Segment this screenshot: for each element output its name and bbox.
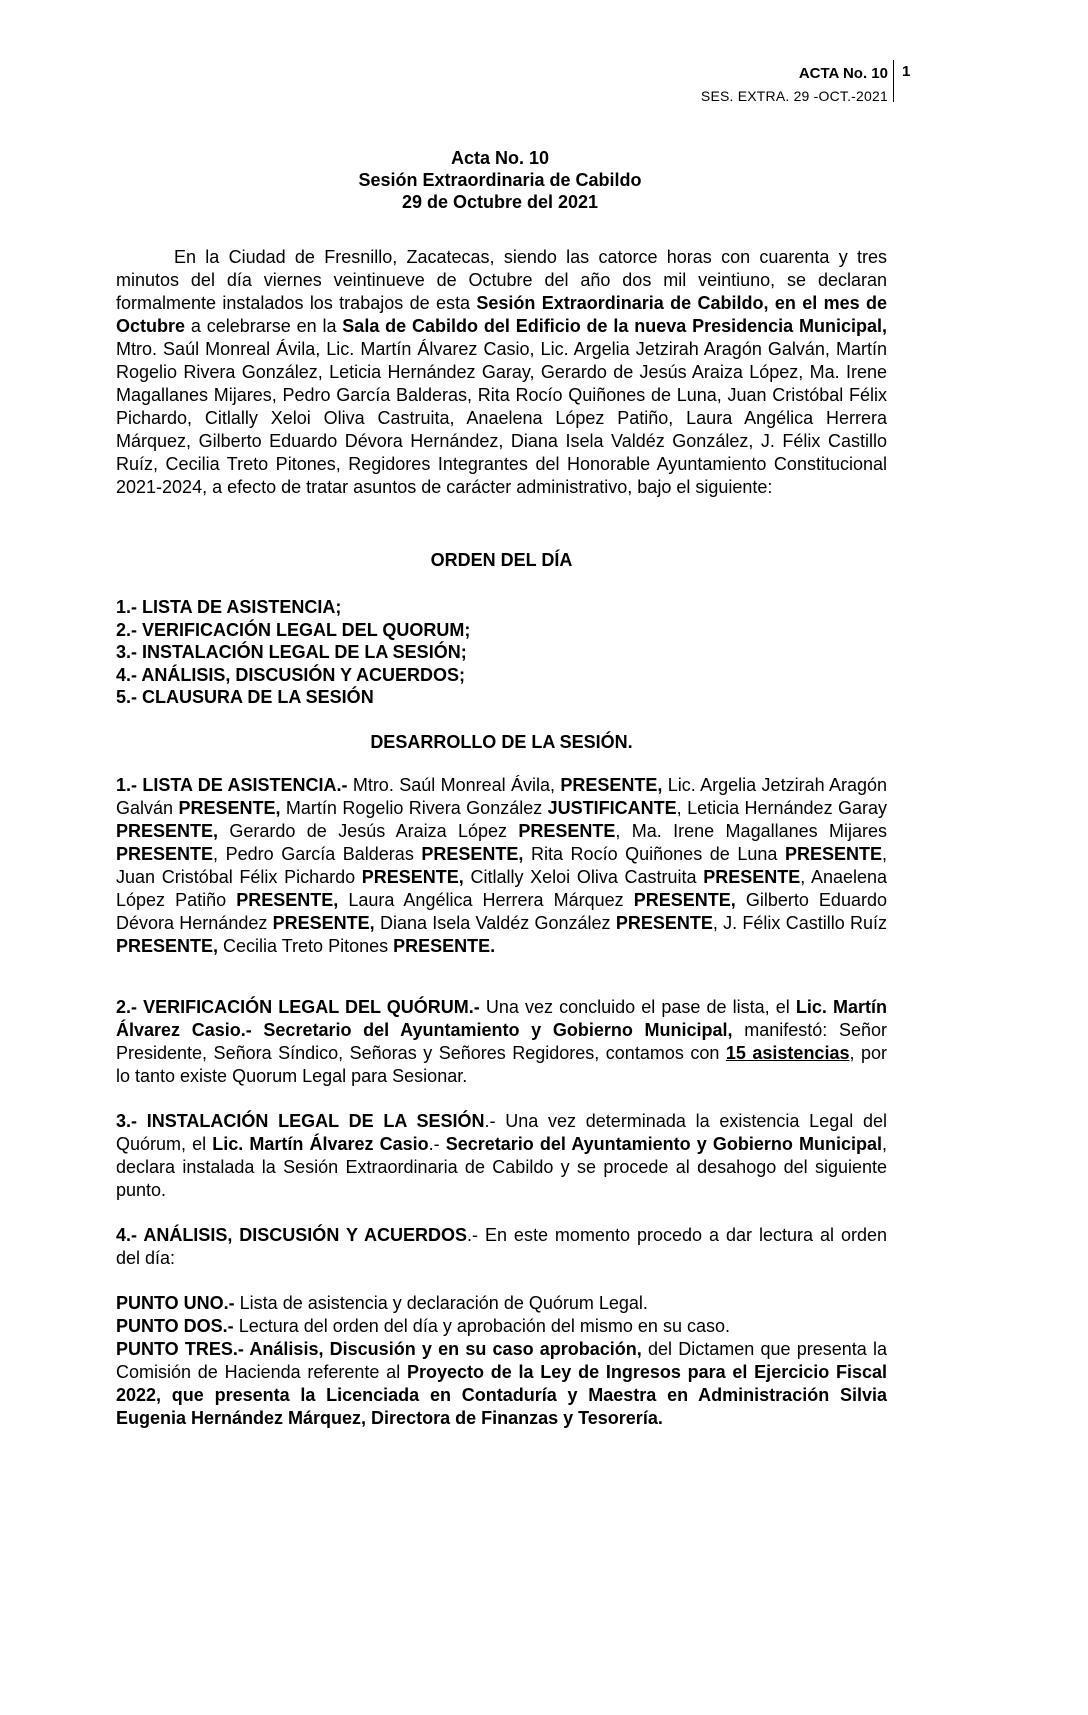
section-3-instalacion: 3.- INSTALACIÓN LEGAL DE LA SESIÓN.- Una vez determinada la existencia Legal del Quórum, el Lic. Martín Álvarez Casio.- Secretario del Ayuntamiento y Gobierno Municipal, declara instalada la Sesión Extraordinaria de Cabildo y se procede al desahogo del siguiente punto. <box>116 1111 887 1200</box>
punto-tres: PUNTO TRES.- Análisis, Discusión y en su caso aprobación, del Dictamen que presenta la Comisión de Hacienda referente al Proyecto de la Ley de Ingresos para el Ejercicio Fiscal 2022, que presenta la Licenciada en Contaduría y Maestra en Administración Silvia Eugenia Hernández Márquez, Directora de Finanzas y Tesorería. <box>116 1339 888 1428</box>
intro-paragraph: En la Ciudad de Fresnillo, Zacatecas, siendo las catorce horas con cuarenta y tres minutos del día viernes veintinueve de Octubre del año dos mil veintiuno, se declaran formalmente instalados los trabajos de esta Sesión Extraordinaria de Cabildo, en el mes de Octubre a celebrarse en la Sala de Cabildo del Edificio de la nueva Presidencia Municipal, Mtro. Saúl Monreal Ávila, Lic. Martín Álvarez Casio, Lic. Argelia Jetzirah Aragón Galván, Martín Rogelio Rivera González, Leticia Hernández Garay, Gerardo de Jesús Araiza López, Ma. Irene Magallanes Mijares, Pedro García Balderas, Rita Rocío Quiñones de Luna, Juan Cristóbal Félix Pichardo, Citlally Xeloi Oliva Castruita, Anaelena López Patiño, Laura Angélica Herrera Márquez, Gilberto Eduardo Dévora Hernández, Diana Isela Valdéz González, J. Félix Castillo Ruíz, Cecilia Treto Pitones, Regidores Integrantes del Honorable Ayuntamiento Constitucional 2021-2024, a efecto de tratar asuntos de carácter administrativo, bajo el siguiente: <box>116 247 888 497</box>
section-4-analisis: 4.- ANÁLISIS, DISCUSIÓN Y ACUERDOS.- En este momento procedo a dar lectura al orden del día: <box>116 1225 887 1268</box>
header-divider <box>893 60 894 102</box>
section-2-quorum: 2.- VERIFICACIÓN LEGAL DEL QUÓRUM.- Una vez concluido el pase de lista, el Lic. Martín Álvarez Casio.- Secretario del Ayuntamiento y Gobierno Municipal, manifestó: Señor Presidente, Señora Síndico, Señoras y Señores Regidores, contamos con 15 asistencias, por lo tanto existe Quorum Legal para Sesionar. <box>116 997 887 1086</box>
puntos-list <box>116 1292 887 1430</box>
desarrollo-heading: DESARROLLO DE LA SESIÓN. <box>370 732 633 752</box>
punto-uno: PUNTO UNO.- Lista de asistencia y declaración de Quórum Legal. <box>116 1293 648 1313</box>
orden-list <box>116 596 887 709</box>
punto-dos: PUNTO DOS.- Lectura del orden del día y aprobación del mismo en su caso. <box>116 1316 730 1336</box>
section-1-asistencia: 1.- LISTA DE ASISTENCIA.- Mtro. Saúl Monreal Ávila, PRESENTE, Lic. Argelia Jetzirah Aragón Galván PRESENTE, Martín Rogelio Rivera González JUSTIFICANTE, Leticia Hernández Garay PRESENTE, Gerardo de Jesús Araiza López PRESENTE, Ma. Irene Magallanes Mijares PRESENTE, Pedro García Balderas PRESENTE, Rita Rocío Quiñones de Luna PRESENTE, Juan Cristóbal Félix Pichardo PRESENTE, Citlally Xeloi Oliva Castruita PRESENTE, Anaelena López Patiño PRESENTE, Laura Angélica Herrera Márquez PRESENTE, Gilberto Eduardo Dévora Hernández PRESENTE, Diana Isela Valdéz González PRESENTE, J. Félix Castillo Ruíz PRESENTE, Cecilia Treto Pitones PRESENTE. <box>116 775 888 956</box>
title-line-2: Sesión Extraordinaria de Cabildo <box>358 170 642 190</box>
orden-item: 4.- ANÁLISIS, DISCUSIÓN Y ACUERDOS; <box>116 664 466 685</box>
orden-item: 2.- VERIFICACIÓN LEGAL DEL QUORUM; <box>116 619 471 640</box>
orden-item: 5.- CLAUSURA DE LA SESIÓN <box>116 687 374 707</box>
orden-heading: ORDEN DEL DÍA <box>430 550 573 570</box>
page-header <box>701 63 888 107</box>
header-acta: ACTA No. 10 <box>798 65 888 82</box>
title-line-1: Acta No. 10 <box>450 148 550 168</box>
header-session-date: SES. EXTRA. 29 -OCT.-2021 <box>700 88 888 104</box>
orden-item: 1.- LISTA DE ASISTENCIA; <box>116 597 342 617</box>
orden-item: 3.- INSTALACIÓN LEGAL DE LA SESIÓN; <box>116 642 467 662</box>
page-number: 1 <box>902 63 911 80</box>
document-title <box>0 147 1000 213</box>
title-line-3: 29 de Octubre del 2021 <box>401 192 599 212</box>
